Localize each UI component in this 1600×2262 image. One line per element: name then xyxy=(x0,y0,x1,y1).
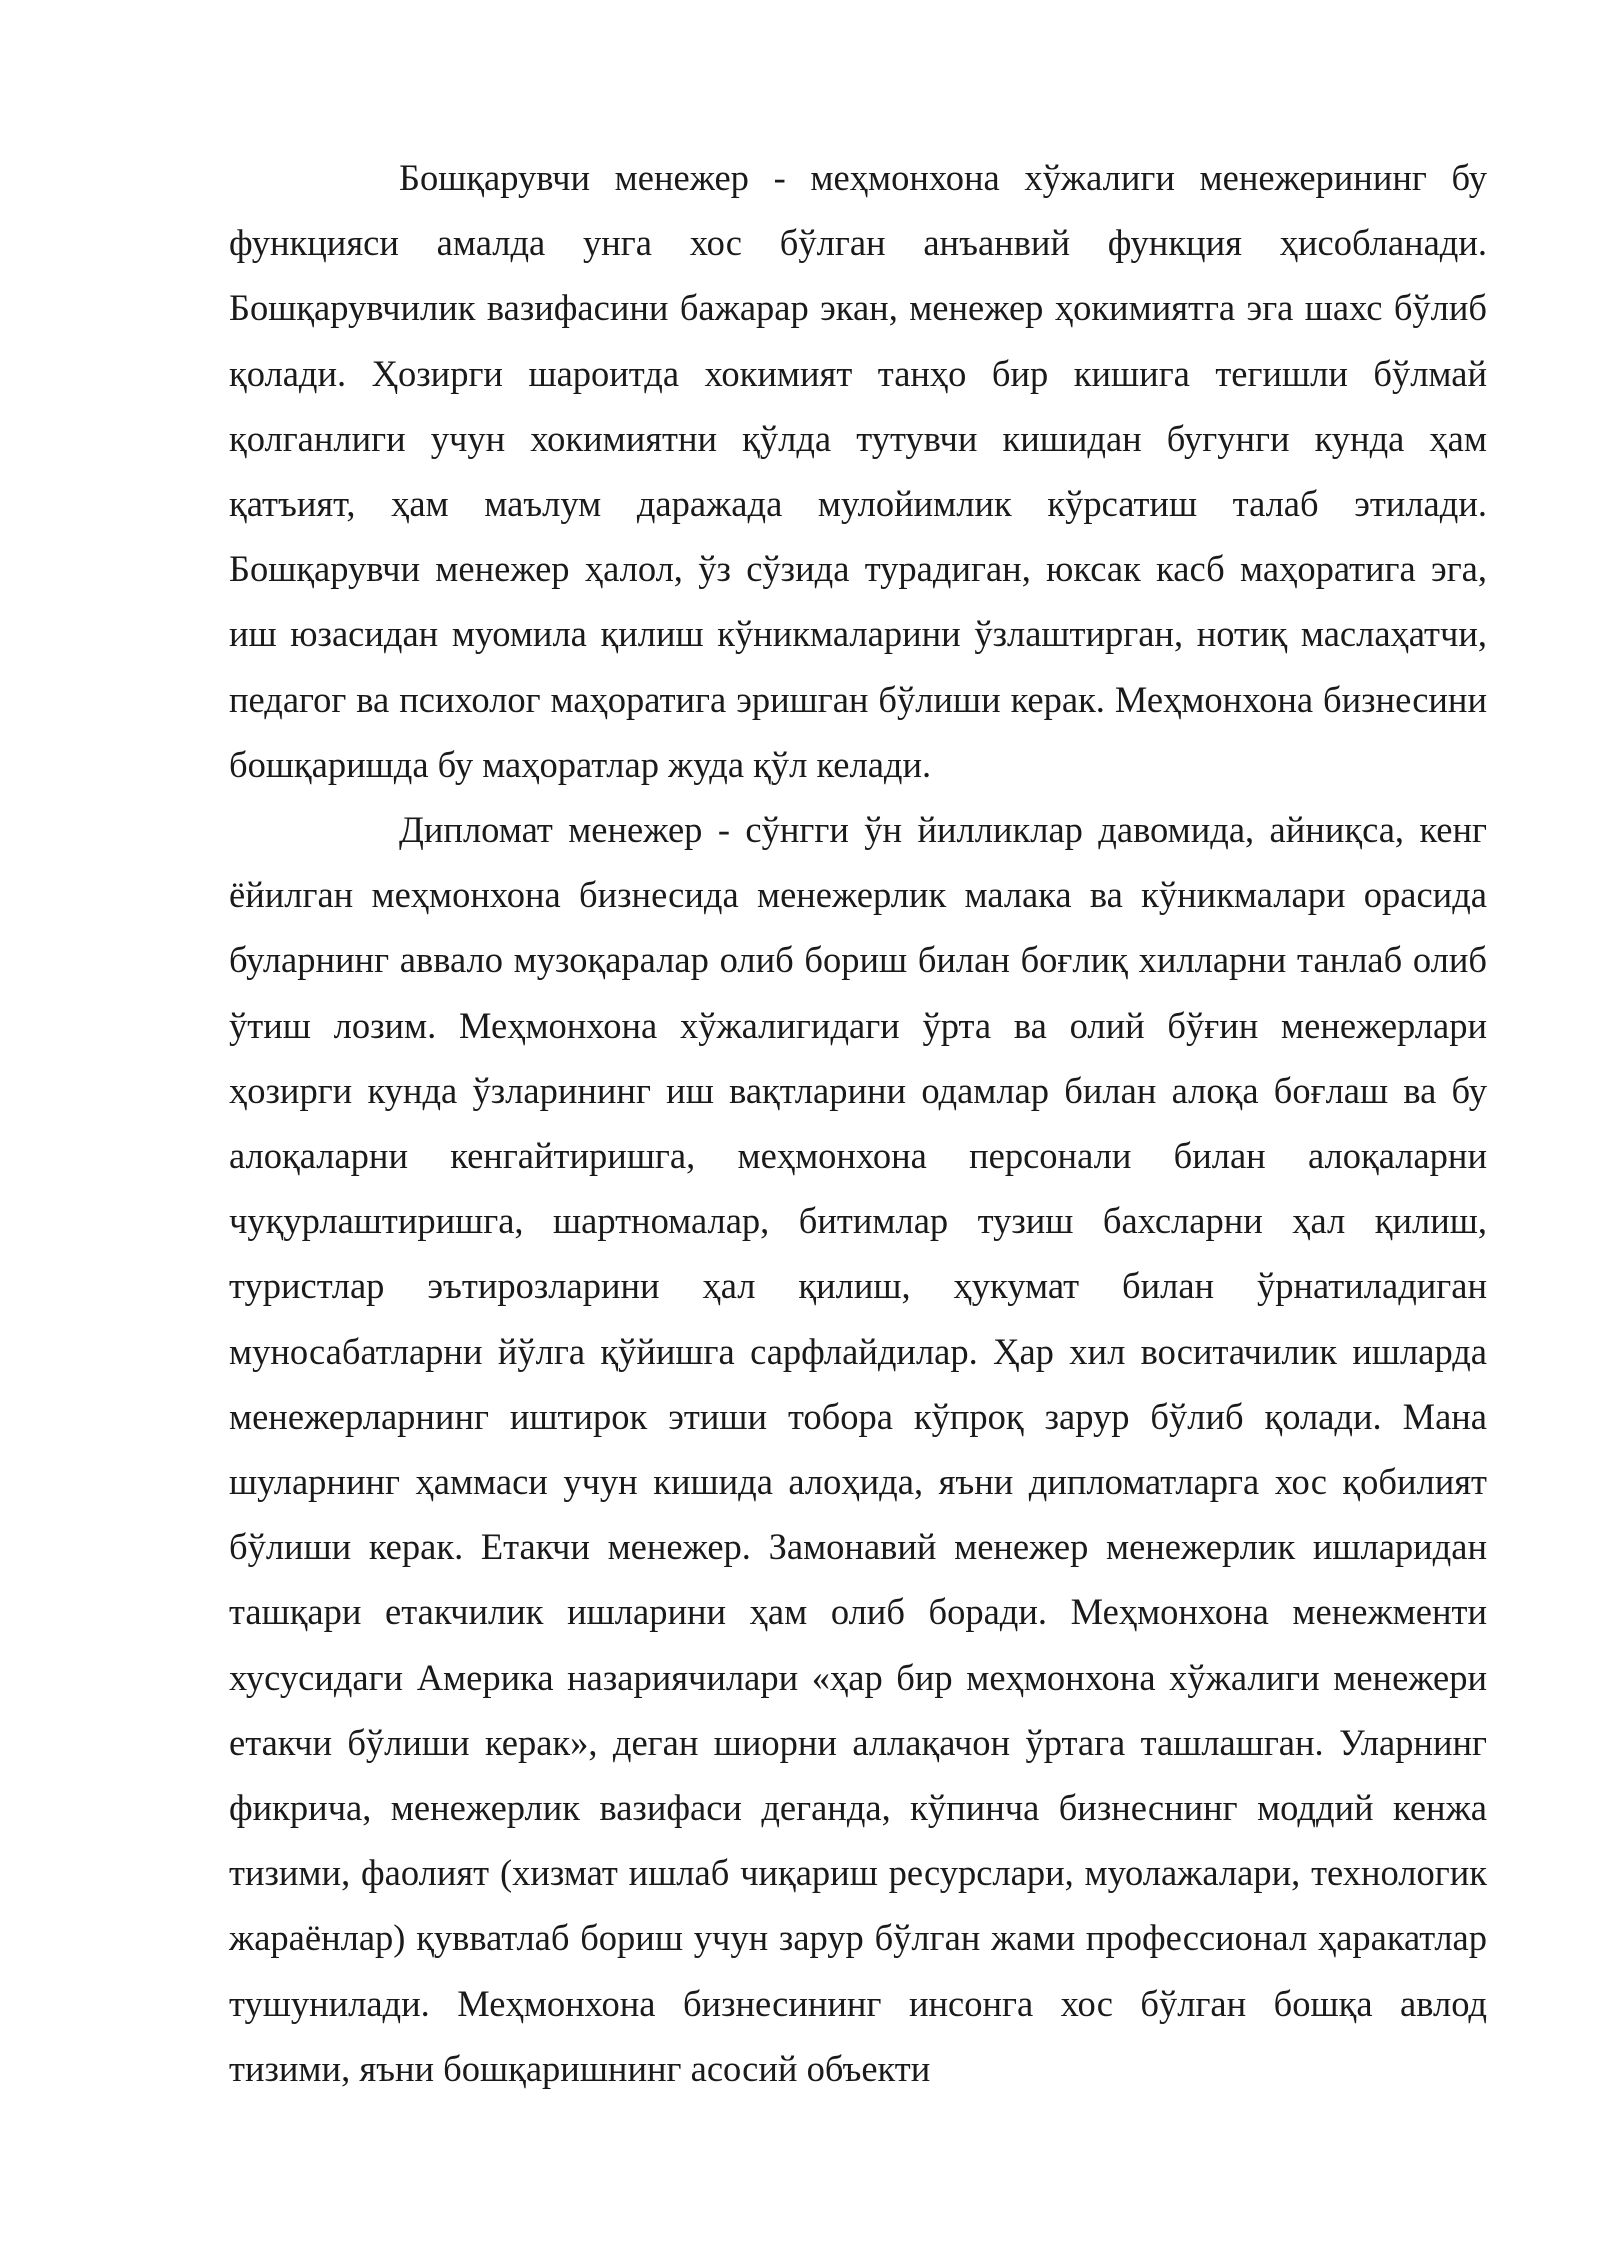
paragraph-manager-administrator: Бошқарувчи менежер - меҳмонхона хўжалиги менежерининг бу функцияси амалда унга хос бўлган анъанвий функция ҳисобланади. Бошқарувчилик вазифасини бажарар экан, менежер ҳокимиятга эга шахс бўлиб қолади. Ҳозирги шароитда хокимият танҳо бир кишига тегишли бўлмай қолганлиги учун хокимиятни қўлда тутувчи кишидан бугунги кунда ҳам қатъият, ҳам маълум даражада мулойимлик кўрсатиш талаб этилади. Бошқарувчи менежер ҳалол, ўз сўзида турадиган, юксак касб маҳоратига эга, иш юзасидан муомила қилиш кўникмаларини ўзлаштирган, нотиқ маслаҳатчи, педагог ва психолог маҳоратига эришган бўлиши керак. Меҳмонхона бизнесини бошқаришда бу маҳоратлар жуда қўл келади. xyxy=(229,157,1487,785)
document-body xyxy=(229,145,1487,2101)
paragraph-manager-diplomat: Дипломат менежер - сўнгги ўн йилликлар давомида, айниқса, кенг ёйилган меҳмонхона бизнесида менежерлик малака ва кўникмалари орасида буларнинг аввало музоқаралар олиб бориш билан боғлиқ хилларни танлаб олиб ўтиш лозим. Меҳмонхона хўжалигидаги ўрта ва олий бўғин менежерлари ҳозирги кунда ўзларининг иш вақтларини одамлар билан алоқа боғлаш ва бу алоқаларни кенгайтиришга, меҳмонхона персонали билан алоқаларни чуқурлаштиришга, шартномалар, битимлар тузиш бахсларни ҳал қилиш, туристлар эътирозларини ҳал қилиш, ҳукумат билан ўрнатиладиган муносабатларни йўлга қўйишга сарфлайдилар. Ҳар хил воситачилик ишларда менежерларнинг иштирок этиши тобора кўпроқ зарур бўлиб қолади. Мана шуларнинг ҳаммаси учун кишида алоҳида, яъни дипломатларга хос қобилият бўлиши керак. Етакчи менежер. Замонавий менежер менежерлик ишларидан ташқари етакчилик ишларини ҳам олиб боради. Меҳмонхона менежменти хусусидаги Америка назариячилари «ҳар бир меҳмонхона хўжалиги менежери етакчи бўлиши керак», деган шиорни аллақачон ўртага ташлашган. Уларнинг фикрича, менежерлик вазифаси деганда, кўпинча бизнеснинг моддий кенжа тизими, фаолият (хизмат ишлаб чиқариш ресурслари, муолажалари, технологик жараёнлар) қувватлаб бориш учун зарур бўлган жами профессионал ҳаракатлар тушунилади. Меҳмонхона бизнесининг инсонга хос бўлган бошқа авлод тизими, яъни бошқаришнинг асосий объекти xyxy=(229,809,1487,2089)
